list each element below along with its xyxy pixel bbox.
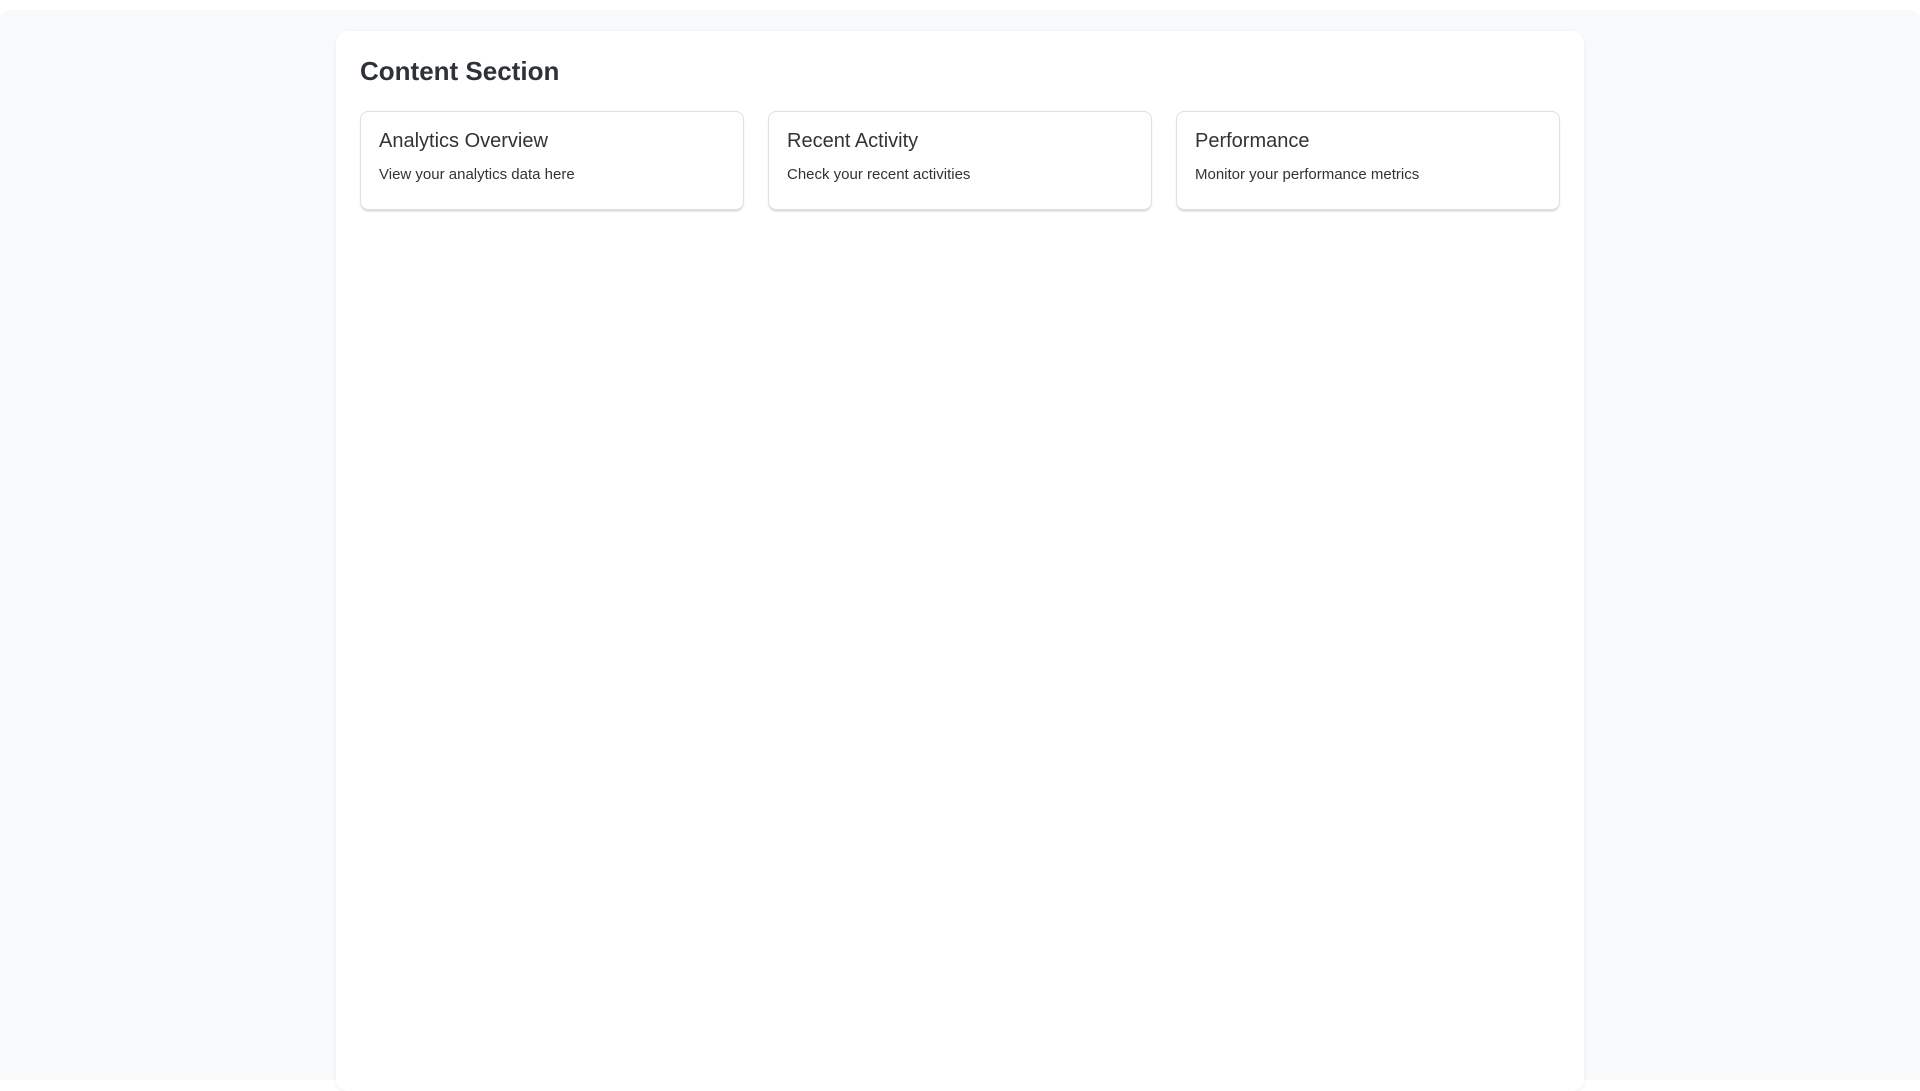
card-description: Check your recent activities [787, 164, 1133, 185]
card-description: Monitor your performance metrics [1195, 164, 1541, 185]
card-title: Analytics Overview [379, 129, 725, 154]
card-title: Performance [1195, 129, 1541, 154]
content-panel [336, 31, 1584, 1091]
card-recent-activity[interactable] [768, 111, 1152, 210]
card-analytics-overview[interactable] [360, 111, 744, 210]
cards-row [360, 111, 1560, 210]
section-title: Content Section [360, 55, 1560, 89]
card-description: View your analytics data here [379, 164, 725, 185]
card-performance[interactable] [1176, 111, 1560, 210]
card-title: Recent Activity [787, 129, 1133, 154]
